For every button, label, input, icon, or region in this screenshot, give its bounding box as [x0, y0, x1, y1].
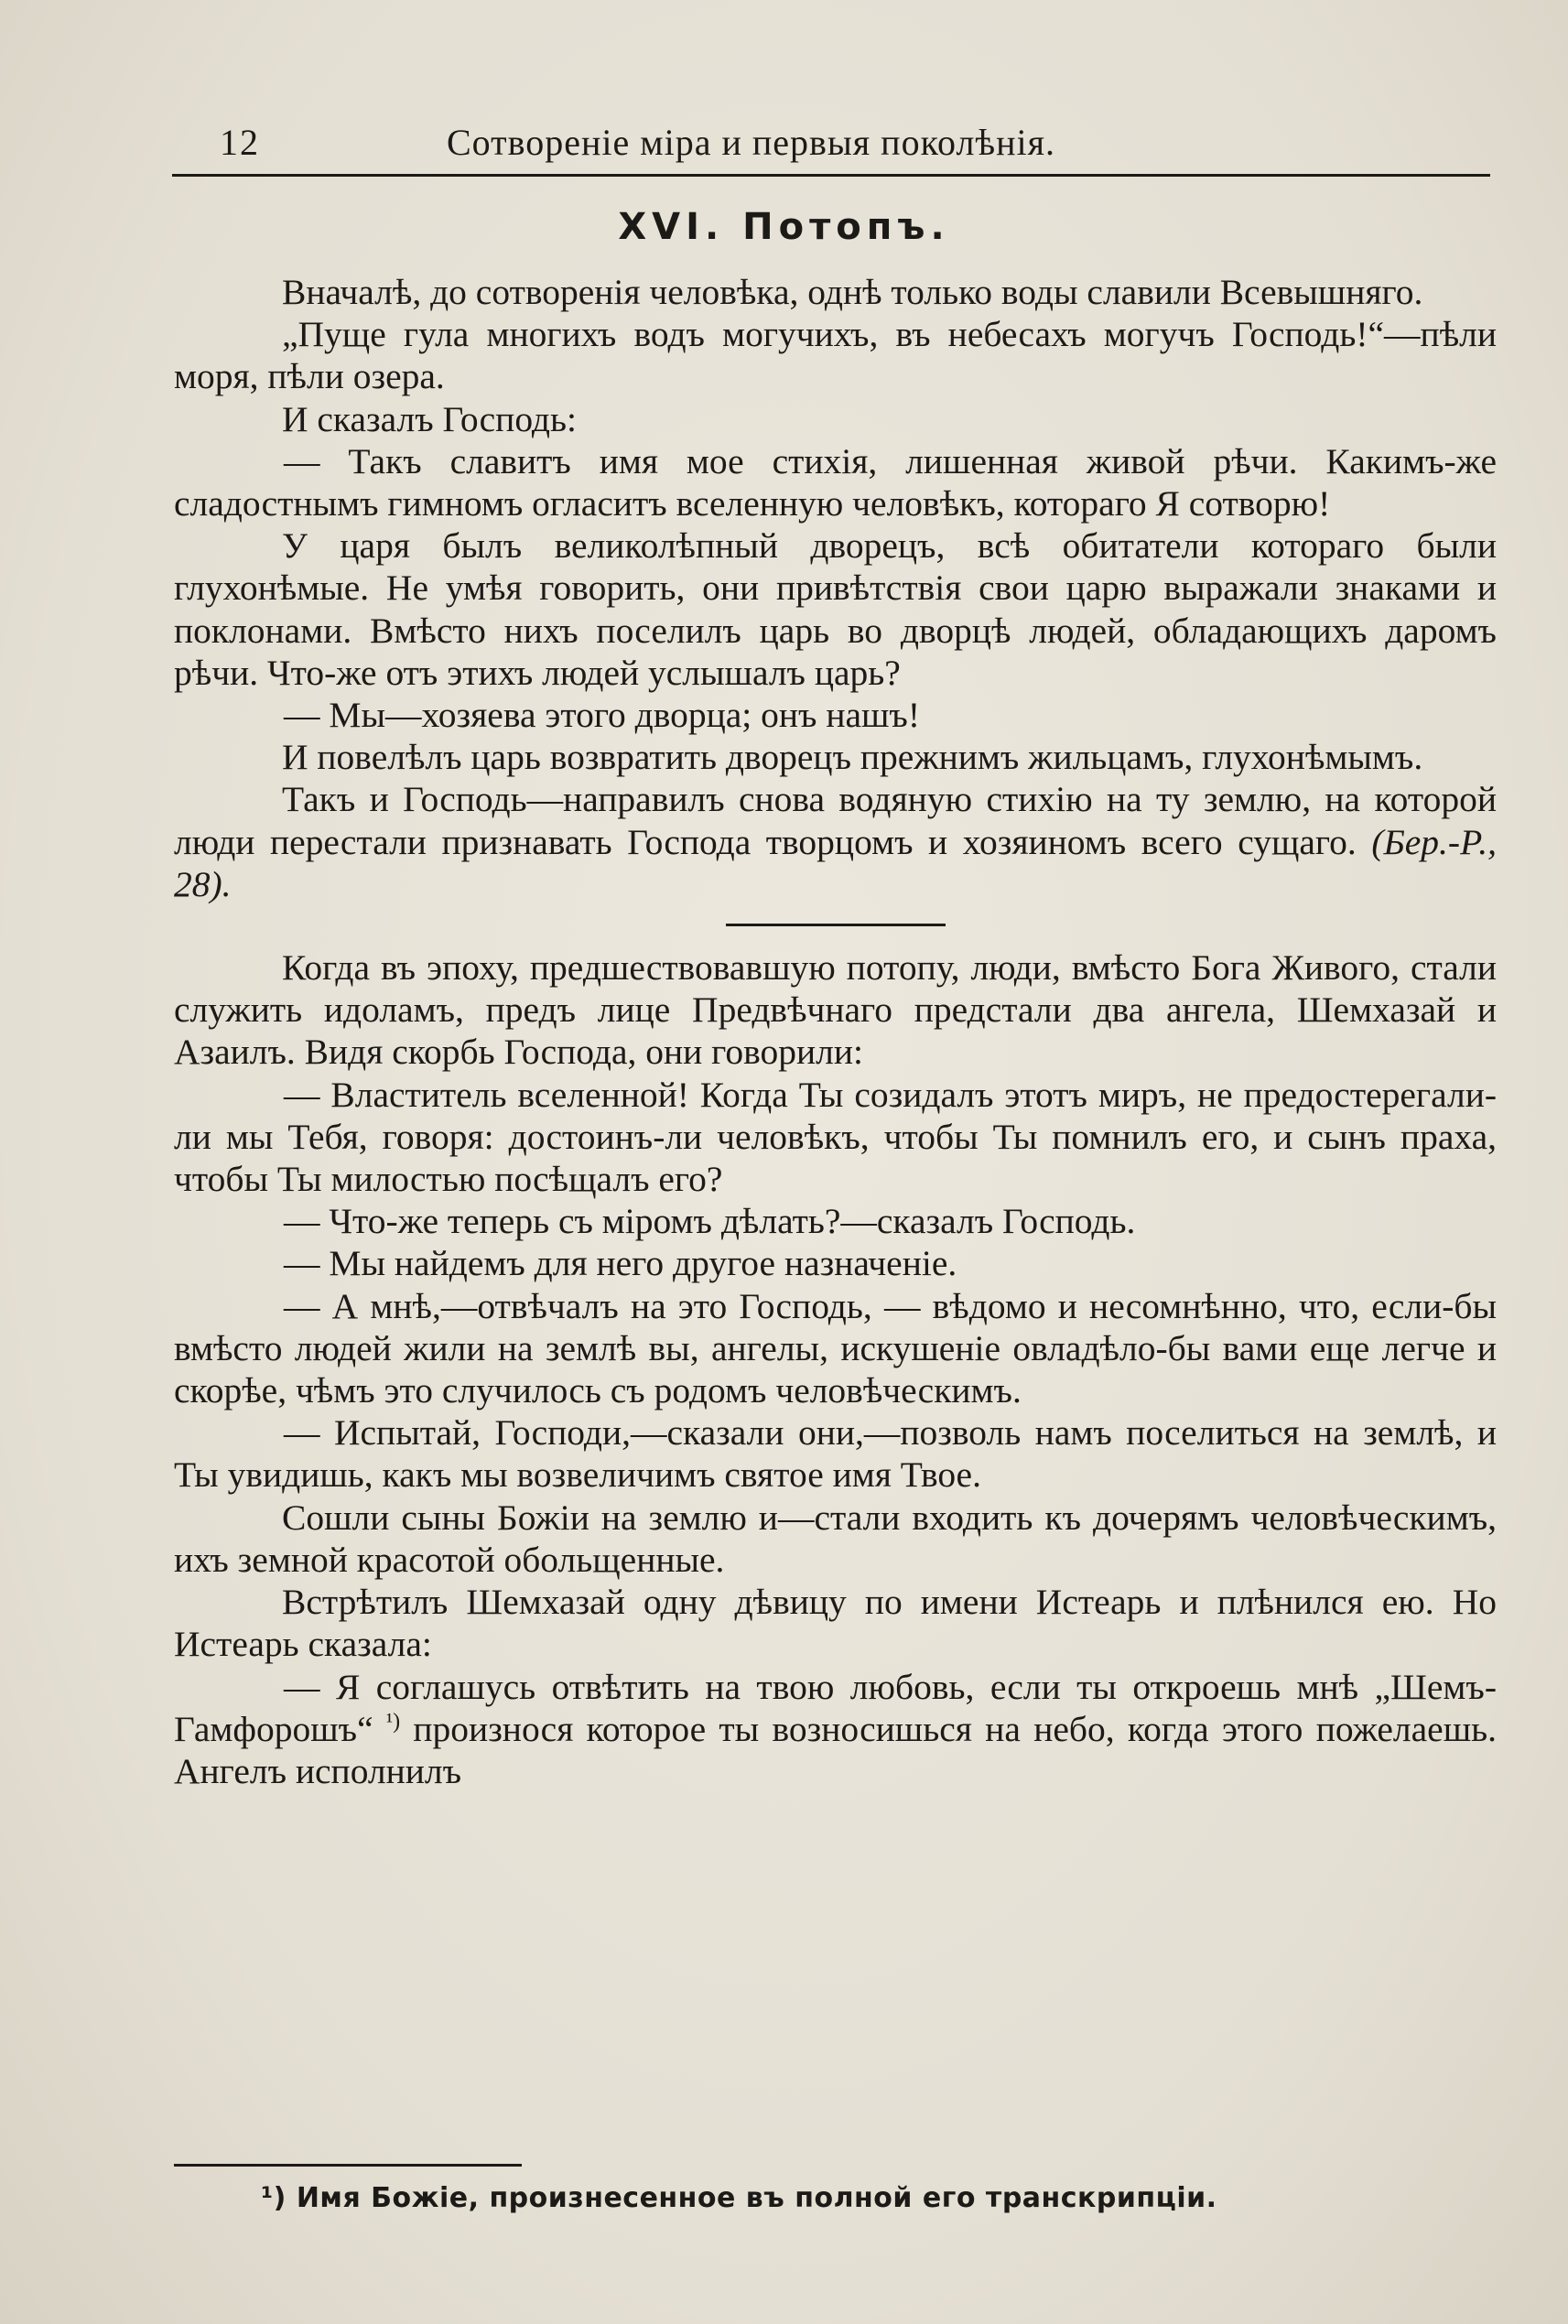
paragraph-text-continued: произнося которое ты возносишься на небо, когда этого пожелаешь. Ангелъ исполнилъ: [174, 1708, 1498, 1791]
dialog-paragraph: — Такъ славитъ имя мое стихiя, лишенная живой рѣчи. Какимъ-же сладостнымъ гимномъ огласитъ вселенную человѣкъ, котораго Я сотворю!: [174, 440, 1497, 524]
paragraph: Сошли сыны Божiи на землю и—стали входить къ дочерямъ человѣческимъ, ихъ земной красотой обольщенные.: [174, 1497, 1497, 1580]
paragraph: И сказалъ Господь:: [282, 398, 578, 439]
paragraph-text: — Я соглашусь отвѣтить на твою любовь, если ты откроешь мнѣ „Шемъ-Гамфорошъ“: [174, 1666, 1497, 1749]
paragraph: Вначалѣ, до сотворенiя человѣка, однѣ только воды славили Всевышняго.: [282, 272, 1423, 312]
header-rule: [172, 174, 1490, 182]
paragraph: У царя былъ великолѣпный дворецъ, всѣ обитатели котораго были глухонѣмые. Не умѣя говорить, они привѣтствiя свои царю выражали знаками и поклонами. Вмѣсто нихъ поселилъ царь во дворцѣ людей, обладающихъ даромъ рѣчи. Что-же отъ этихъ людей услышалъ царь?: [174, 525, 1497, 693]
chapter-title: XVI. Потопъ.: [618, 206, 950, 248]
paragraph: [174, 778, 1497, 905]
running-title: Сотворенiе мiра и первыя поколѣнiя.: [447, 122, 1056, 163]
footnote: [261, 2182, 1217, 2214]
paragraph: Когда въ эпоху, предшествовавшую потопу, люди, вмѣсто Бога Живого, стали служить идоламъ, предъ лице Предвѣчнаго предстали два ангела, Шемхазай и Азаилъ. Видя скорбь Господа, они говорили:: [174, 947, 1497, 1073]
section-divider: [726, 924, 946, 926]
dialog-paragraph: — Мы найдемъ для него другое назначенiе.: [284, 1243, 957, 1284]
dialog-paragraph: — А мнѣ,—отвѣчалъ на это Господь, — вѣдомо и несомнѣнно, что, если-бы вмѣсто людей жили на землѣ вы, ангелы, искушенiе овладѣло-бы вами еще легче и скорѣе, чѣмъ это случилось съ родомъ человѣческимъ.: [174, 1285, 1497, 1411]
page-number: 12: [220, 122, 260, 163]
running-head: [172, 119, 1490, 176]
footnote-reference: ¹): [385, 1709, 401, 1734]
paragraph: Встрѣтилъ Шемхазай одну дѣвицу по имени Истеарь и плѣнился ею. Но Истеарь сказала:: [174, 1582, 1497, 1665]
footnote-rule: [174, 2164, 522, 2167]
paragraph: И повелѣлъ царь возвратить дворецъ прежнимъ жильцамъ, глухонѣмымъ.: [282, 737, 1423, 778]
source-citation: (Бер.-Р., 28).: [174, 821, 1498, 904]
paragraph-text: Такъ и Господь—направилъ снова водяную стихiю на ту землю, на которой люди перестали признавать Господа творцомъ и хозяиномъ всего сущаго.: [174, 779, 1497, 862]
footnote-marker: ¹): [261, 2182, 287, 2214]
dialog-paragraph: — Что-же теперь съ мiромъ дѣлать?—сказалъ Господь.: [284, 1201, 1136, 1242]
dialog-paragraph: [174, 1666, 1497, 1793]
dialog-paragraph: — Испытай, Господи,—сказали они,—позволь намъ поселиться на землѣ, и Ты увидишь, какъ мы возвеличимъ святое имя Твое.: [174, 1412, 1497, 1496]
dialog-paragraph: — Мы—хозяева этого дворца; онъ нашъ!: [284, 695, 921, 736]
footnote-text: Имя Божiе, произнесенное въ полной его транскрипцiи.: [296, 2182, 1217, 2214]
paragraph: „Пуще гула многихъ водъ могучихъ, въ небесахъ могучъ Господь!“—пѣли моря, пѣли озера.: [174, 314, 1497, 397]
main-text: [174, 271, 1497, 1792]
dialog-paragraph: — Властитель вселенной! Когда Ты созидалъ этотъ миръ, не предостерегали-ли мы Тебя, говоря: достоинъ-ли человѣкъ, чтобы Ты помнилъ его, и сынъ праха, чтобы Ты милостью посѣщалъ его?: [174, 1074, 1497, 1200]
